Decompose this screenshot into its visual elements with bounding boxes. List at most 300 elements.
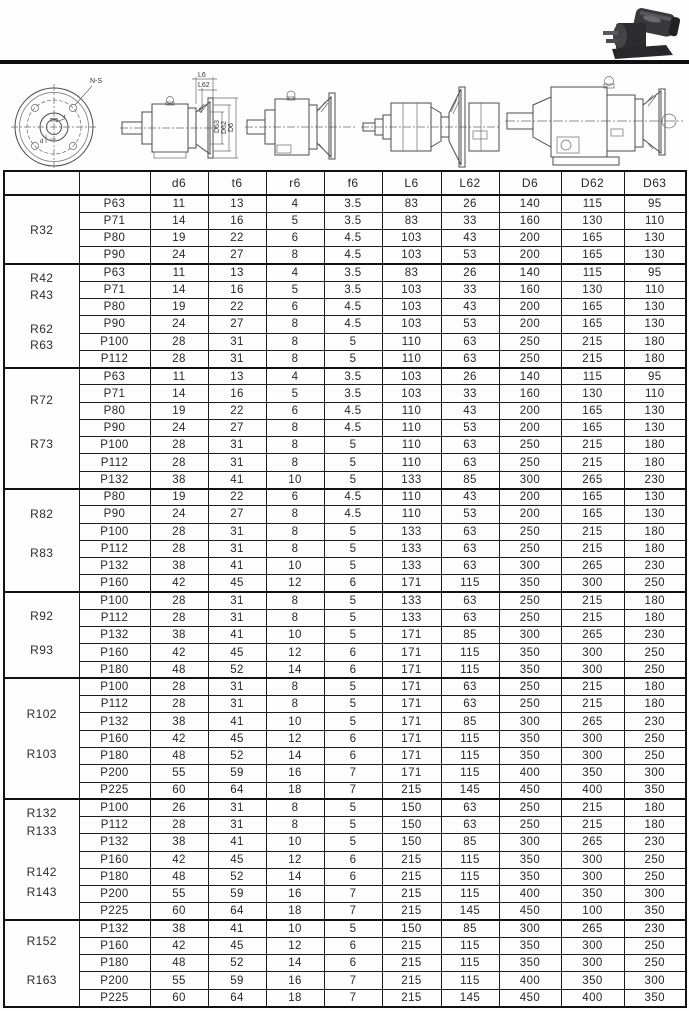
dimension-cell: 215 bbox=[382, 937, 441, 954]
dimension-cell: 171 bbox=[382, 696, 441, 713]
dimension-cell: 28 bbox=[150, 523, 208, 540]
dimension-cell: 133 bbox=[382, 609, 441, 626]
dimension-cell: 31 bbox=[208, 609, 266, 626]
dimension-cell: 85 bbox=[441, 713, 499, 730]
series-group-cell bbox=[4, 799, 79, 920]
dimension-cell: 41 bbox=[208, 471, 266, 488]
dimension-cell: 43 bbox=[441, 230, 499, 247]
dimension-cell: 33 bbox=[441, 281, 499, 298]
dimension-cell: 60 bbox=[150, 903, 208, 920]
dimension-cell: 63 bbox=[441, 817, 499, 834]
dimension-cell: 180 bbox=[624, 817, 686, 834]
dimension-cell: 42 bbox=[150, 937, 208, 954]
dimension-cell: 31 bbox=[208, 696, 266, 713]
dimension-table bbox=[3, 170, 687, 1008]
dimension-cell: 265 bbox=[561, 627, 624, 644]
flange-size-cell: P63 bbox=[79, 195, 150, 212]
dimension-cell: 215 bbox=[561, 609, 624, 626]
dimension-cell: 115 bbox=[561, 195, 624, 212]
dimension-cell: 133 bbox=[382, 558, 441, 575]
dimension-cell: 150 bbox=[382, 920, 441, 937]
table-row bbox=[4, 575, 686, 592]
dimension-cell: 300 bbox=[499, 713, 561, 730]
dimension-cell: 59 bbox=[208, 886, 266, 903]
dimension-cell: 18 bbox=[266, 989, 324, 1007]
flange-size-cell: P71 bbox=[79, 385, 150, 402]
dimension-cell: 103 bbox=[382, 385, 441, 402]
dimension-cell: 41 bbox=[208, 834, 266, 851]
flange-size-cell: P100 bbox=[79, 523, 150, 540]
dimension-cell: 300 bbox=[561, 748, 624, 765]
flange-size-cell: P90 bbox=[79, 419, 150, 436]
dimension-cell: 160 bbox=[499, 281, 561, 298]
dimension-cell: 42 bbox=[150, 851, 208, 868]
dimension-cell: 10 bbox=[266, 834, 324, 851]
dimension-cell: 5 bbox=[324, 471, 382, 488]
dimension-cell: 27 bbox=[208, 506, 266, 523]
flange-size-cell: P112 bbox=[79, 696, 150, 713]
dimension-cell: 31 bbox=[208, 540, 266, 557]
dimension-cell: 200 bbox=[499, 489, 561, 506]
table-row bbox=[4, 834, 686, 851]
table-row bbox=[4, 627, 686, 644]
dimension-cell: 55 bbox=[150, 765, 208, 782]
flange-size-cell: P100 bbox=[79, 437, 150, 454]
dimension-cell: 350 bbox=[624, 782, 686, 799]
dimension-cell: 250 bbox=[499, 609, 561, 626]
dimension-cell: 18 bbox=[266, 782, 324, 799]
series-label: R73 bbox=[30, 436, 54, 451]
dimension-cell: 45 bbox=[208, 851, 266, 868]
table-row bbox=[4, 713, 686, 730]
dimension-cell: 250 bbox=[499, 350, 561, 367]
dimension-cell: 100 bbox=[561, 903, 624, 920]
dimension-cell: 52 bbox=[208, 661, 266, 678]
series-label: R93 bbox=[30, 642, 54, 657]
dimension-cell: 133 bbox=[382, 540, 441, 557]
dimension-cell: 4.5 bbox=[324, 402, 382, 419]
dimension-cell: 130 bbox=[624, 506, 686, 523]
dimension-cell: 28 bbox=[150, 696, 208, 713]
series-label: R102 bbox=[26, 706, 57, 721]
flange-size-cell: P80 bbox=[79, 230, 150, 247]
dimension-cell: 103 bbox=[382, 230, 441, 247]
dimension-cell: 52 bbox=[208, 748, 266, 765]
table-row bbox=[4, 558, 686, 575]
dimension-cell: 250 bbox=[624, 955, 686, 972]
dimension-cell: 300 bbox=[499, 558, 561, 575]
dimension-cell: 300 bbox=[561, 955, 624, 972]
dimension-cell: 64 bbox=[208, 782, 266, 799]
dimension-cell: 28 bbox=[150, 592, 208, 609]
dim-label-D63: D63 bbox=[214, 120, 222, 133]
dimension-cell: 22 bbox=[208, 489, 266, 506]
table-row bbox=[4, 540, 686, 557]
table-row bbox=[4, 730, 686, 747]
dimension-cell: 38 bbox=[150, 713, 208, 730]
dimension-cell: 63 bbox=[441, 592, 499, 609]
table-row bbox=[4, 316, 686, 333]
flange-size-cell: P132 bbox=[79, 627, 150, 644]
series-label: R62 bbox=[30, 322, 54, 337]
dimension-cell: 38 bbox=[150, 834, 208, 851]
flange-size-cell: P132 bbox=[79, 558, 150, 575]
dimension-cell: 265 bbox=[561, 558, 624, 575]
dimension-cell: 160 bbox=[499, 385, 561, 402]
dimension-cell: 250 bbox=[624, 661, 686, 678]
dimension-cell: 8 bbox=[266, 247, 324, 264]
dimension-cell: 140 bbox=[499, 368, 561, 385]
series-group-cell bbox=[4, 368, 79, 489]
table-row bbox=[4, 644, 686, 661]
dimension-cell: 26 bbox=[150, 799, 208, 816]
dimension-cell: 215 bbox=[382, 972, 441, 989]
dimension-cell: 103 bbox=[382, 316, 441, 333]
dimension-cell: 8 bbox=[266, 316, 324, 333]
dimension-cell: 4 bbox=[266, 368, 324, 385]
dimension-cell: 150 bbox=[382, 817, 441, 834]
flange-size-cell: P200 bbox=[79, 972, 150, 989]
dimension-cell: 53 bbox=[441, 419, 499, 436]
dimension-cell: 12 bbox=[266, 937, 324, 954]
flange-size-cell: P180 bbox=[79, 955, 150, 972]
dimension-cell: 133 bbox=[382, 523, 441, 540]
dimension-cell: 300 bbox=[499, 627, 561, 644]
dimension-cell: 230 bbox=[624, 713, 686, 730]
table-row bbox=[4, 989, 686, 1007]
dimension-cell: 63 bbox=[441, 350, 499, 367]
dimension-cell: 11 bbox=[150, 368, 208, 385]
column-header: f6 bbox=[324, 171, 382, 195]
dimension-cell: 8 bbox=[266, 817, 324, 834]
dimension-cell: 3.5 bbox=[324, 212, 382, 229]
dimension-cell: 48 bbox=[150, 748, 208, 765]
dimension-cell: 59 bbox=[208, 765, 266, 782]
table-row bbox=[4, 868, 686, 885]
dimension-cell: 115 bbox=[441, 937, 499, 954]
dimension-cell: 14 bbox=[150, 281, 208, 298]
dimension-cell: 300 bbox=[561, 851, 624, 868]
dimension-cell: 5 bbox=[324, 834, 382, 851]
dimension-cell: 300 bbox=[624, 972, 686, 989]
dimension-cell: 16 bbox=[266, 765, 324, 782]
dimension-cell: 64 bbox=[208, 989, 266, 1007]
flange-size-cell: P71 bbox=[79, 212, 150, 229]
dimension-cell: 5 bbox=[266, 212, 324, 229]
dimension-cell: 26 bbox=[441, 368, 499, 385]
dimension-cell: 42 bbox=[150, 730, 208, 747]
table-row bbox=[4, 782, 686, 799]
dimension-cell: 6 bbox=[324, 661, 382, 678]
dimension-cell: 171 bbox=[382, 748, 441, 765]
flange-size-cell: P71 bbox=[79, 281, 150, 298]
dimension-cell: 31 bbox=[208, 817, 266, 834]
dimension-cell: 4.5 bbox=[324, 419, 382, 436]
dimension-cell: 83 bbox=[382, 195, 441, 212]
dimension-cell: 27 bbox=[208, 419, 266, 436]
dimension-cell: 130 bbox=[561, 281, 624, 298]
dimension-cell: 200 bbox=[499, 506, 561, 523]
dimension-cell: 350 bbox=[499, 955, 561, 972]
table-row bbox=[4, 230, 686, 247]
table-row bbox=[4, 281, 686, 298]
dimension-cell: 6 bbox=[324, 575, 382, 592]
dimension-cell: 6 bbox=[324, 851, 382, 868]
dimension-cell: 28 bbox=[150, 540, 208, 557]
dimension-cell: 103 bbox=[382, 299, 441, 316]
dimension-cell: 215 bbox=[561, 350, 624, 367]
dimension-cell: 180 bbox=[624, 454, 686, 471]
series-group-cell bbox=[4, 920, 79, 1007]
dimension-cell: 180 bbox=[624, 799, 686, 816]
dimension-cell: 83 bbox=[382, 264, 441, 281]
dimension-cell: 12 bbox=[266, 730, 324, 747]
dimension-cell: 115 bbox=[441, 851, 499, 868]
dimension-cell: 300 bbox=[561, 575, 624, 592]
dimension-cell: 19 bbox=[150, 489, 208, 506]
dimension-cell: 85 bbox=[441, 834, 499, 851]
dimension-cell: 5 bbox=[324, 920, 382, 937]
dimension-cell: 171 bbox=[382, 678, 441, 695]
dimension-cell: 14 bbox=[150, 385, 208, 402]
flange-size-cell: P100 bbox=[79, 678, 150, 695]
table-row bbox=[4, 678, 686, 695]
dimension-cell: 115 bbox=[441, 730, 499, 747]
dimension-cell: 55 bbox=[150, 886, 208, 903]
dimension-cell: 300 bbox=[499, 834, 561, 851]
dimension-cell: 130 bbox=[624, 299, 686, 316]
dimension-cell: 110 bbox=[624, 281, 686, 298]
table-row bbox=[4, 506, 686, 523]
flange-size-cell: P180 bbox=[79, 868, 150, 885]
dimension-cell: 230 bbox=[624, 920, 686, 937]
dimension-cell: 265 bbox=[561, 471, 624, 488]
dimension-cell: 3.5 bbox=[324, 368, 382, 385]
dimension-cell: 8 bbox=[266, 454, 324, 471]
dimension-cell: 300 bbox=[624, 765, 686, 782]
dimension-cell: 130 bbox=[624, 402, 686, 419]
dimension-cell: 28 bbox=[150, 678, 208, 695]
dimension-cell: 215 bbox=[561, 437, 624, 454]
series-label: R132 bbox=[26, 806, 57, 821]
dimension-cell: 200 bbox=[499, 419, 561, 436]
dimension-cell: 300 bbox=[624, 886, 686, 903]
table-row bbox=[4, 765, 686, 782]
flange-size-cell: P112 bbox=[79, 817, 150, 834]
dimension-cell: 265 bbox=[561, 713, 624, 730]
dimension-cell: 63 bbox=[441, 678, 499, 695]
dimension-cell: 8 bbox=[266, 799, 324, 816]
dimension-cell: 4.5 bbox=[324, 299, 382, 316]
table-row bbox=[4, 471, 686, 488]
dimension-cell: 300 bbox=[561, 937, 624, 954]
dimension-cell: 350 bbox=[624, 989, 686, 1007]
dimension-cell: 11 bbox=[150, 195, 208, 212]
dimension-cell: 165 bbox=[561, 316, 624, 333]
dimension-cell: 38 bbox=[150, 920, 208, 937]
dimension-cell: 350 bbox=[624, 903, 686, 920]
dimension-cell: 3.5 bbox=[324, 195, 382, 212]
dimension-cell: 31 bbox=[208, 799, 266, 816]
dimension-cell: 160 bbox=[499, 212, 561, 229]
dimension-cell: 19 bbox=[150, 299, 208, 316]
dimension-cell: 10 bbox=[266, 471, 324, 488]
column-header: L6 bbox=[382, 171, 441, 195]
dimension-cell: 16 bbox=[208, 281, 266, 298]
flange-size-cell: P112 bbox=[79, 609, 150, 626]
dimension-cell: 43 bbox=[441, 299, 499, 316]
dimension-cell: 180 bbox=[624, 540, 686, 557]
dimension-cell: 215 bbox=[561, 817, 624, 834]
dimension-cell: 215 bbox=[382, 903, 441, 920]
dimension-cell: 350 bbox=[499, 937, 561, 954]
dimension-cell: 230 bbox=[624, 834, 686, 851]
dimension-cell: 140 bbox=[499, 195, 561, 212]
dimension-cell: 8 bbox=[266, 523, 324, 540]
flange-size-cell: P90 bbox=[79, 506, 150, 523]
dimension-cell: 26 bbox=[441, 195, 499, 212]
column-header: D6 bbox=[499, 171, 561, 195]
dimension-cell: 250 bbox=[499, 678, 561, 695]
flange-size-cell: P160 bbox=[79, 644, 150, 661]
column-header: d6 bbox=[150, 171, 208, 195]
dimension-cell: 115 bbox=[441, 748, 499, 765]
dimension-cell: 4.5 bbox=[324, 489, 382, 506]
table-row bbox=[4, 696, 686, 713]
dimension-cell: 63 bbox=[441, 696, 499, 713]
dimension-cell: 133 bbox=[382, 471, 441, 488]
table-row bbox=[4, 609, 686, 626]
dimension-cell: 165 bbox=[561, 506, 624, 523]
dimension-cell: 130 bbox=[624, 419, 686, 436]
dimension-cell: 8 bbox=[266, 333, 324, 350]
dimension-cell: 140 bbox=[499, 264, 561, 281]
dimension-cell: 171 bbox=[382, 730, 441, 747]
dimension-cell: 200 bbox=[499, 299, 561, 316]
flange-size-cell: P225 bbox=[79, 989, 150, 1007]
dimension-cell: 265 bbox=[561, 920, 624, 937]
dimension-cell: 13 bbox=[208, 264, 266, 281]
dimension-cell: 171 bbox=[382, 661, 441, 678]
dimension-cell: 53 bbox=[441, 316, 499, 333]
flange-size-cell: P180 bbox=[79, 661, 150, 678]
dimension-cell: 250 bbox=[624, 851, 686, 868]
dimension-cell: 350 bbox=[499, 730, 561, 747]
dimension-cell: 350 bbox=[561, 765, 624, 782]
dimension-cell: 115 bbox=[441, 765, 499, 782]
dimension-cell: 5 bbox=[324, 437, 382, 454]
drawings-band bbox=[4, 71, 685, 169]
dimension-cell: 103 bbox=[382, 247, 441, 264]
series-group-cell bbox=[4, 195, 79, 264]
dimension-cell: 115 bbox=[441, 575, 499, 592]
dimension-cell: 250 bbox=[499, 817, 561, 834]
dimension-cell: 265 bbox=[561, 834, 624, 851]
dimension-cell: 215 bbox=[561, 799, 624, 816]
table-row bbox=[4, 299, 686, 316]
dimension-cell: 95 bbox=[624, 368, 686, 385]
dimension-cell: 60 bbox=[150, 782, 208, 799]
dimension-cell: 63 bbox=[441, 609, 499, 626]
table-row bbox=[4, 385, 686, 402]
dimension-cell: 150 bbox=[382, 834, 441, 851]
dimension-cell: 300 bbox=[561, 644, 624, 661]
dimension-cell: 6 bbox=[324, 730, 382, 747]
dimension-cell: 45 bbox=[208, 937, 266, 954]
dimension-cell: 250 bbox=[624, 868, 686, 885]
flange-front-view-drawing bbox=[4, 73, 114, 169]
table-row bbox=[4, 955, 686, 972]
series-label: R83 bbox=[30, 545, 54, 560]
dimension-cell: 215 bbox=[561, 696, 624, 713]
table-row bbox=[4, 195, 686, 212]
dimension-cell: 28 bbox=[150, 333, 208, 350]
dimension-cell: 7 bbox=[324, 972, 382, 989]
dimension-cell: 171 bbox=[382, 765, 441, 782]
column-header: r6 bbox=[266, 171, 324, 195]
dimension-cell: 3.5 bbox=[324, 385, 382, 402]
dimension-cell: 450 bbox=[499, 782, 561, 799]
series-label: R82 bbox=[30, 506, 54, 521]
dimension-cell: 150 bbox=[382, 799, 441, 816]
dimension-cell: 83 bbox=[382, 212, 441, 229]
flange-size-cell: P132 bbox=[79, 471, 150, 488]
dimension-cell: 38 bbox=[150, 627, 208, 644]
dimension-cell: 24 bbox=[150, 316, 208, 333]
dimension-cell: 63 bbox=[441, 454, 499, 471]
flange-size-cell: P132 bbox=[79, 834, 150, 851]
series-group-cell bbox=[4, 592, 79, 678]
dimension-cell: 8 bbox=[266, 540, 324, 557]
dimension-cell: 350 bbox=[499, 868, 561, 885]
dimension-cell: 31 bbox=[208, 350, 266, 367]
flange-gearbox-drawing bbox=[245, 73, 357, 169]
dimension-cell: 10 bbox=[266, 713, 324, 730]
dimension-cell: 215 bbox=[561, 454, 624, 471]
dimension-cell: 250 bbox=[624, 730, 686, 747]
dimension-cell: 43 bbox=[441, 489, 499, 506]
dimension-cell: 200 bbox=[499, 402, 561, 419]
dimension-cell: 18 bbox=[266, 903, 324, 920]
dimension-cell: 215 bbox=[382, 868, 441, 885]
dimension-cell: 115 bbox=[441, 955, 499, 972]
dimension-cell: 85 bbox=[441, 471, 499, 488]
dimension-cell: 4 bbox=[266, 195, 324, 212]
dimension-cell: 7 bbox=[324, 782, 382, 799]
dimension-cell: 6 bbox=[324, 748, 382, 765]
bolt-hole-callout: N-S bbox=[90, 78, 103, 85]
dimension-cell: 200 bbox=[499, 230, 561, 247]
flange-size-cell: P180 bbox=[79, 748, 150, 765]
dimension-cell: 350 bbox=[561, 886, 624, 903]
flange-size-cell: P160 bbox=[79, 851, 150, 868]
table-row bbox=[4, 402, 686, 419]
dimension-cell: 53 bbox=[441, 247, 499, 264]
series-label: R133 bbox=[26, 824, 57, 839]
dimension-cell: 300 bbox=[561, 730, 624, 747]
table-row bbox=[4, 333, 686, 350]
table-row bbox=[4, 937, 686, 954]
dim-label-d: d bbox=[40, 139, 44, 145]
dimension-cell: 13 bbox=[208, 368, 266, 385]
dimension-cell: 42 bbox=[150, 644, 208, 661]
dimension-cell: 22 bbox=[208, 402, 266, 419]
table-row bbox=[4, 972, 686, 989]
dimension-cell: 250 bbox=[499, 333, 561, 350]
dimension-cell: 350 bbox=[499, 575, 561, 592]
dimension-cell: 4.5 bbox=[324, 247, 382, 264]
dimension-cell: 8 bbox=[266, 506, 324, 523]
